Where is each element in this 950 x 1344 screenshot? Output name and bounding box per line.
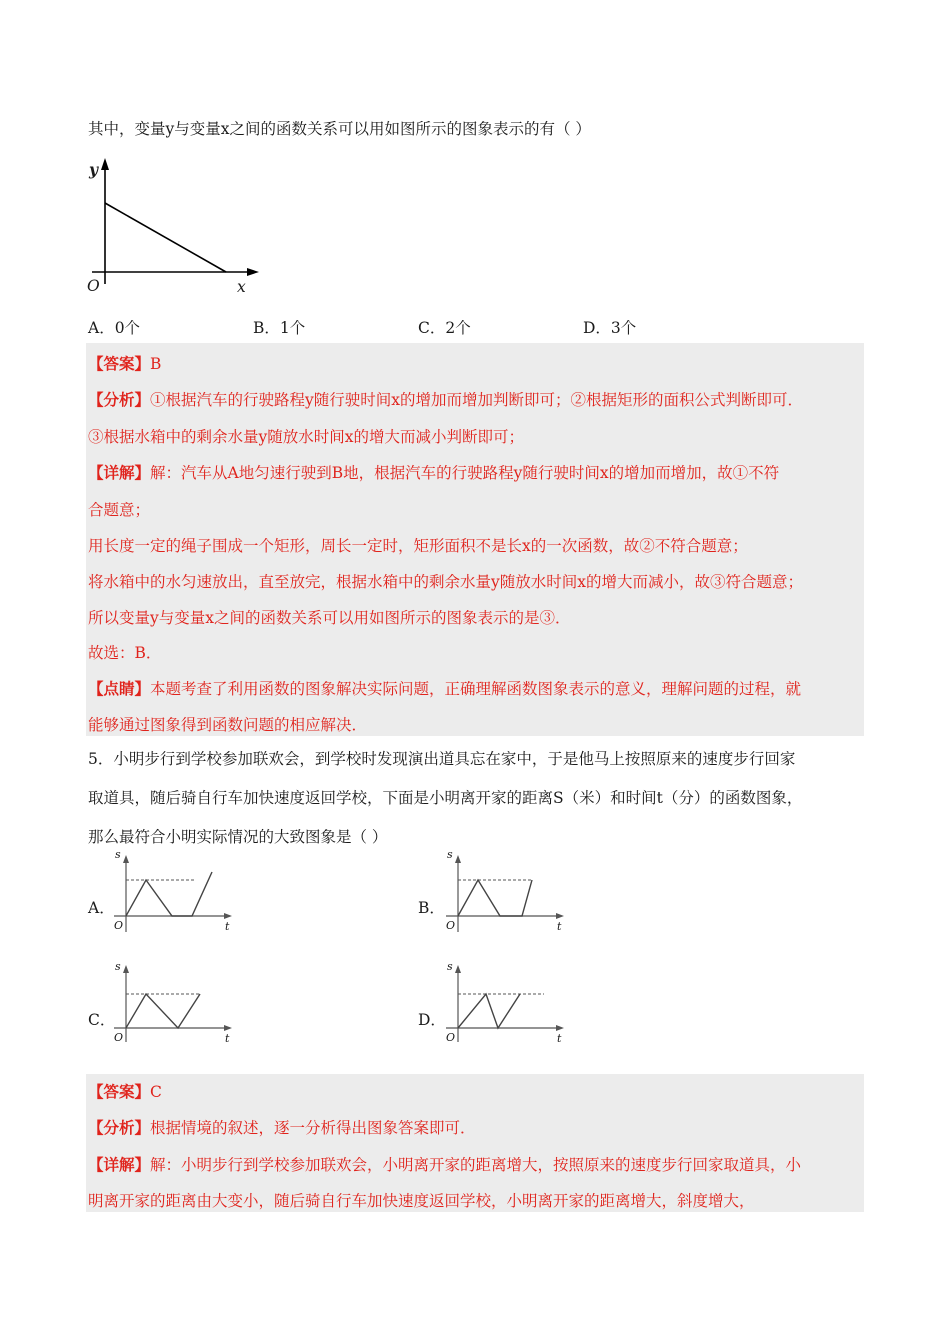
q4-comment-line-1 bbox=[88, 677, 801, 699]
q5-graph-c bbox=[108, 962, 238, 1047]
q4-option-c: C．2个 bbox=[418, 319, 471, 337]
t-label: t bbox=[225, 920, 230, 933]
q4-x-label: x bbox=[237, 278, 246, 296]
q5-option-d-label: D． bbox=[418, 1011, 446, 1029]
detail-text: 解：小明步行到学校参加联欢会，小明离开家的距离增大，按照原来的速度步行回家取道具，小 bbox=[150, 1156, 802, 1174]
origin-label: O bbox=[114, 1031, 124, 1044]
q4-graph-line bbox=[105, 203, 226, 272]
comment-tag: 【点睛】 bbox=[88, 679, 151, 698]
q5-answer-block bbox=[86, 1074, 864, 1212]
answer-tag: 【答案】 bbox=[88, 1082, 151, 1101]
comment-text: 本题考查了利用函数的图象解决实际问题，正确理解函数图象表示的意义，理解问题的过程，就 bbox=[150, 680, 802, 698]
q4-option-b: B．1个 bbox=[253, 319, 306, 337]
q5-detail-line-1 bbox=[88, 1153, 801, 1175]
s-label: s bbox=[447, 960, 453, 973]
s-label: s bbox=[115, 960, 121, 973]
origin-label: O bbox=[446, 1031, 456, 1044]
origin-label: O bbox=[446, 919, 456, 932]
q5-stem-line-2: 取道具，随后骑自行车加快速度返回学校，下面是小明离开家的距离S（米）和时间t（分）的函数图象， bbox=[88, 789, 803, 807]
q4-comment-line-2: 能够通过图象得到函数问题的相应解决． bbox=[88, 716, 368, 734]
q5-analysis-line bbox=[88, 1116, 476, 1138]
q4-detail-line-6: 故选：B． bbox=[88, 644, 162, 662]
q5-answer-line bbox=[88, 1080, 162, 1102]
detail-tag: 【详解】 bbox=[88, 463, 151, 482]
q4-graph bbox=[84, 154, 264, 299]
detail-text: 解：汽车从A地匀速行驶到B地，根据汽车的行驶路程y随行驶时间x的增加而增加，故①不符 bbox=[150, 464, 780, 482]
q4-answer-block bbox=[86, 343, 864, 736]
t-label: t bbox=[225, 1032, 230, 1045]
q4-stem: 其中，变量y与变量x之间的函数关系可以用如图所示的图象表示的有（ ） bbox=[88, 120, 591, 138]
s-label: s bbox=[115, 848, 121, 861]
q4-answer-line bbox=[88, 352, 161, 374]
answer-value: B bbox=[150, 355, 162, 373]
q5-detail-line-2: 明离开家的距离由大变小，随后骑自行车加快速度返回学校，小明离开家的距离增大，斜度增大， bbox=[88, 1192, 755, 1210]
q4-y-label: y bbox=[89, 160, 99, 179]
q5-graph-b bbox=[440, 848, 570, 937]
origin-label: O bbox=[114, 919, 124, 932]
t-label: t bbox=[557, 1032, 562, 1045]
q4-detail-line-3: 用长度一定的绳子围成一个矩形，周长一定时，矩形面积不是长x的一次函数，故②不符合题意； bbox=[88, 537, 748, 555]
q5-graph-d bbox=[440, 962, 570, 1047]
q4-option-d: D．3个 bbox=[583, 319, 637, 337]
analysis-tag: 【分析】 bbox=[88, 390, 151, 409]
q5-option-b-label: B． bbox=[418, 899, 445, 917]
t-label: t bbox=[557, 920, 562, 933]
analysis-text: ①根据汽车的行驶路程y随行驶时间x的增加而增加判断即可；②根据矩形的面积公式判断即可． bbox=[150, 391, 804, 409]
q4-origin-label: O bbox=[87, 277, 100, 295]
q4-option-a: A．0个 bbox=[88, 319, 141, 337]
q4-detail-line-1 bbox=[88, 461, 779, 483]
answer-tag: 【答案】 bbox=[88, 354, 151, 373]
q5-graph-a bbox=[108, 848, 238, 937]
q5-stem-line-3: 那么最符合小明实际情况的大致图象是（ ） bbox=[88, 828, 388, 846]
s-label: s bbox=[447, 848, 453, 861]
q4-analysis-line-2: ③根据水箱中的剩余水量y随放水时间x的增大而减小判断即可； bbox=[88, 428, 525, 446]
q5-stem-line-1: 5．小明步行到学校参加联欢会，到学校时发现演出道具忘在家中，于是他马上按照原来的速度步行回家 bbox=[88, 750, 796, 768]
answer-value: C bbox=[150, 1083, 162, 1101]
analysis-text: 根据情境的叙述，逐一分析得出图象答案即可． bbox=[150, 1119, 476, 1137]
detail-tag: 【详解】 bbox=[88, 1155, 151, 1174]
q4-analysis-line-1 bbox=[88, 388, 803, 410]
q5-option-a-label: A． bbox=[88, 899, 115, 917]
q5-option-c-label: C． bbox=[88, 1011, 116, 1029]
q4-detail-line-5: 所以变量y与变量x之间的函数关系可以用如图所示的图象表示的是③． bbox=[88, 609, 571, 627]
q4-detail-line-4: 将水箱中的水匀速放出，直至放完，根据水箱中的剩余水量y随放水时间x的增大而减小，故③符合题意； bbox=[88, 573, 804, 591]
q4-detail-line-2: 合题意； bbox=[88, 501, 151, 519]
analysis-tag: 【分析】 bbox=[88, 1118, 151, 1137]
